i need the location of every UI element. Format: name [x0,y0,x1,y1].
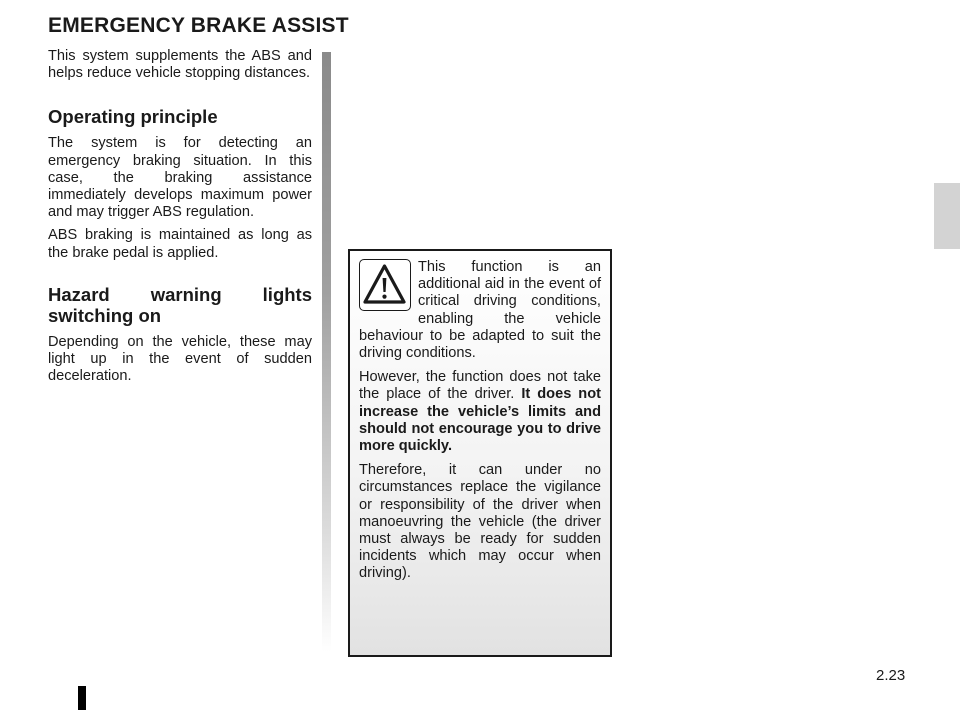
hazard-paragraph: Depending on the vehicle, these may light up in the event of sudden deceleration. [48,333,312,385]
hazard-lights-heading: Hazard warning lights switching on [48,283,312,326]
warning-bold-text: It does not increase the vehicle’s limits and should not encourage you to drive more quickly. [359,386,601,455]
operating-paragraph-1: The system is for detecting an emergency braking situation. In this case, the braking assistance immediately develops maximum power and may trigger ABS regulation. [48,135,312,221]
operating-principle-heading: Operating principle [48,106,218,128]
intro-paragraph: This system supplements the ABS and helps reduce vehicle stopping distances. [48,48,312,82]
warning-lead-text: However, the function does not take the place of the driver. [359,369,601,403]
corner-mark [78,686,86,710]
section-tab-marker [934,183,960,249]
spacer [48,88,312,106]
warning-content [359,259,601,590]
warning-paragraph-1: This function is an additional aid in the event of critical driving conditions, enabling the vehicle behaviour to be adapted to suit the driving conditions. [359,259,601,362]
spacer [48,268,312,284]
warning-paragraph-2 [359,369,601,455]
page-title: EMERGENCY BRAKE ASSIST [48,14,349,37]
column-divider [322,52,331,652]
operating-paragraph-2: ABS braking is maintained as long as the brake pedal is applied. [48,227,312,261]
warning-triangle-icon [359,259,411,311]
page-number: 2.23 [876,667,906,684]
left-column [48,48,312,391]
warning-box [348,249,612,657]
warning-paragraph-3: Therefore, it can under no circumstances replace the vigilance or responsibility of the driver when manoeuvring the vehicle (the driver must always be ready for sudden incidents which may occur when driving). [359,462,601,582]
